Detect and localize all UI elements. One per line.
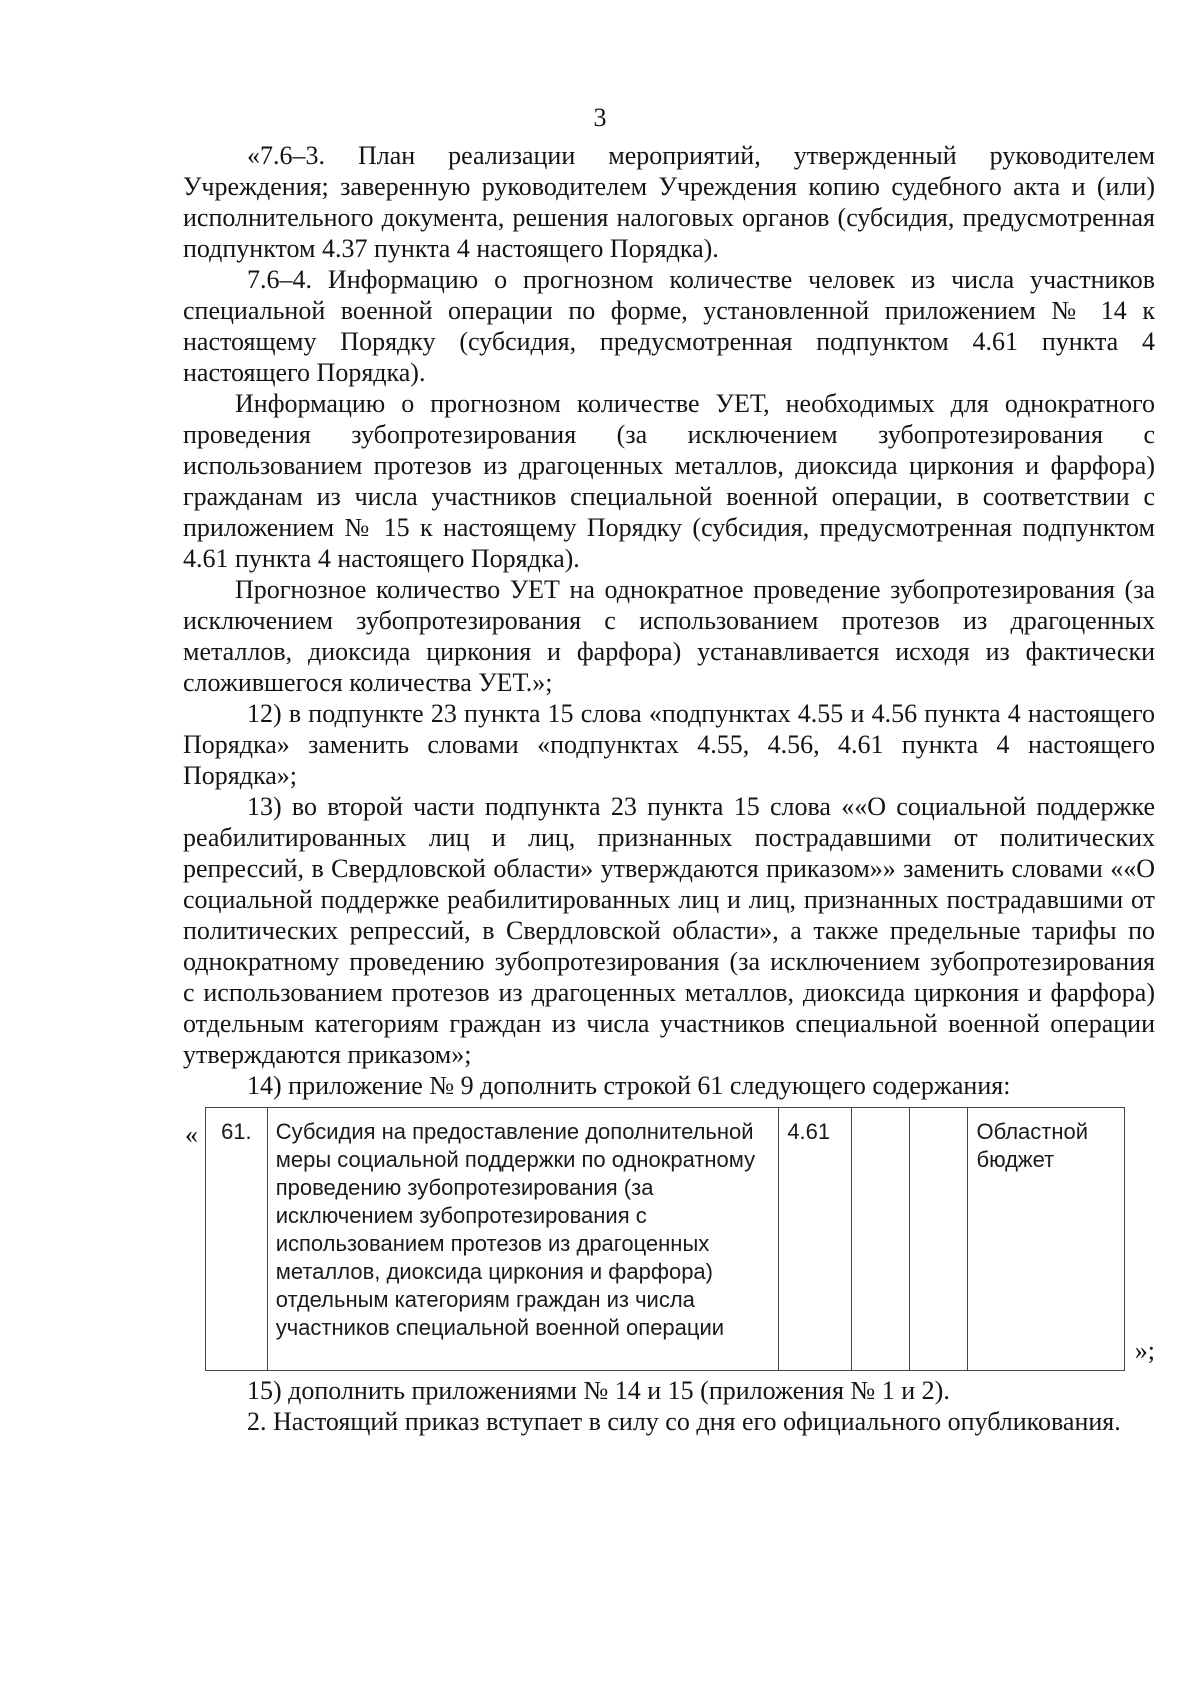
appendix-table (205, 1107, 1125, 1371)
table-row (206, 1108, 1125, 1371)
paragraph-item-13: 13) во второй части подпункта 23 пункта 15 слова ««О социальной поддержке реабилитированных лиц и лиц, признанных пострадавшими от политических репрессий, в Свердловской области» утверждаются приказом»» заменить словами ««О социальной поддержке реабилитированных лиц и лиц, признанных пострадавшими от политических репрессий, в Свердловской области», а также предельные тарифы по однократному проведению зубопротезирования (за исключением зубопротезирования с использованием протезов из драгоценных металлов, диоксида циркония и фарфора) отдельным категориям граждан из числа участников специальной военной операции утверждаются приказом»; (183, 792, 1155, 1069)
paragraph-item-15: 15) дополнить приложениями № 14 и 15 (приложения № 1 и 2). (247, 1376, 950, 1405)
row-number-cell: 61. (206, 1108, 268, 1371)
paragraph-uet-info: Информацию о прогнозном количестве УЕТ, необходимых для однократного проведения зубопротезирования (за исключением зубопротезирования с использованием протезов из драгоценных металлов, диоксида циркония и фарфора) гражданам из числа участников специальной военной операции, в соответствии с приложением № 15 к настоящему Порядку (субсидия, предусмотренная подпунктом 4.61 пункта 4 настоящего Порядка). (183, 389, 1155, 573)
paragraph-item-14: 14) приложение № 9 дополнить строкой 61 следующего содержания: (247, 1071, 1011, 1100)
table-close-quote: »; (1134, 1336, 1155, 1365)
page-number: 3 (593, 103, 607, 132)
table-open-quote: « (185, 1120, 198, 1149)
row-budget-cell: Областной бюджет (968, 1108, 1125, 1371)
paragraph-7-6-4: 7.6–4. Информацию о прогнозном количестве человек из числа участников специальной военной операции по форме, установленной приложением № 14 к настоящему Порядку (субсидия, предусмотренная подпунктом 4.61 пункта 4 настоящего Порядка). (183, 265, 1155, 387)
paragraph-item-12: 12) в подпункте 23 пункта 15 слова «подпунктах 4.55 и 4.56 пункта 4 настоящего Порядка» заменить словами «подпунктах 4.55, 4.56, 4.61 пункта 4 настоящего Порядка»; (183, 699, 1155, 790)
paragraph-uet-forecast: Прогнозное количество УЕТ на однократное проведение зубопротезирования (за исключением зубопротезирования с использованием протезов из драгоценных металлов, диоксида циркония и фарфора) устанавливается исходя из фактически сложившегося количества УЕТ.»; (183, 575, 1155, 697)
row-empty-cell-2 (910, 1108, 968, 1371)
row-name-cell: Субсидия на предоставление дополнительной меры социальной поддержки по однократному проведению зубопротезирования (за исключением зубопротезирования с использованием протезов из драгоценных металлов, диоксида циркония и фарфора) отдельным категориям граждан из числа участников специальной военной операции (267, 1108, 779, 1371)
row-empty-cell-1 (852, 1108, 910, 1371)
document-body (183, 140, 1155, 1437)
appendix-row-table-block (183, 1103, 1155, 1375)
paragraph-7-6-3: «7.6–3. План реализации мероприятий, утвержденный руководителем Учреждения; заверенную руководителем Учреждения копию судебного акта и (или) исполнительного документа, решения налоговых органов (субсидия, предусмотренная подпунктом 4.37 пункта 4 настоящего Порядка). (183, 141, 1155, 263)
row-code-cell: 4.61 (779, 1108, 852, 1371)
paragraph-effective-date: 2. Настоящий приказ вступает в силу со дня его официального опубликования. (247, 1407, 1121, 1436)
